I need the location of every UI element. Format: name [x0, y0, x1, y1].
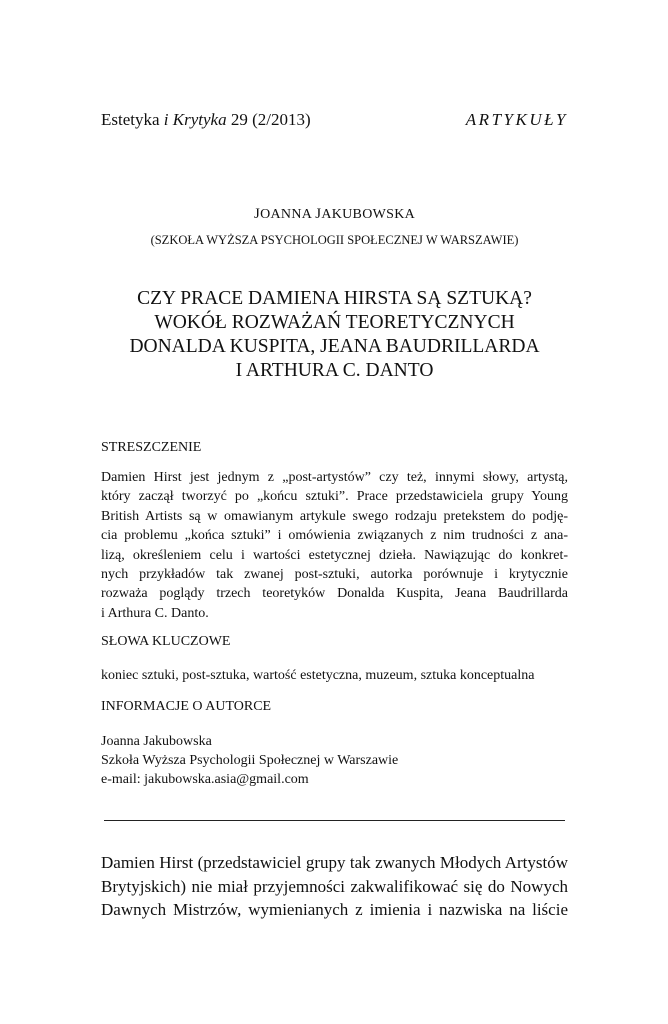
journal-name-italic-i: i: [163, 110, 169, 129]
author-first-initial: J: [253, 206, 261, 222]
article-title: [101, 287, 568, 383]
journal-name-part: Estetyka: [101, 110, 164, 129]
author-last-rest: AKUBOWSKA: [321, 207, 416, 222]
title-line: WOKÓŁ ROZWAŻAŃ TEORETYCZNYCH: [154, 312, 515, 333]
author-name: [101, 206, 568, 223]
journal-citation: [101, 110, 311, 130]
abstract-heading: STRESZCZENIE: [101, 440, 202, 455]
abstract-line: lizą, określeniem celu i wartości estetycznej dzieła. Nawiązując do konkret-: [101, 547, 568, 563]
author-info-email: e-mail: jakubowska.asia@gmail.com: [101, 772, 309, 787]
author-first-rest: OANNA: [260, 207, 312, 222]
abstract-body: [101, 468, 568, 623]
author-info-name: Joanna Jakubowska: [101, 734, 212, 749]
body-line: Dawnych Mistrzów, wymienianych z imienia i nazwiska na liście: [101, 900, 568, 919]
section-divider: [104, 820, 565, 821]
abstract-line: i Arthura C. Danto.: [101, 605, 209, 621]
author-info-institution: Szkoła Wyższa Psychologii Społecznej w Warszawie: [101, 753, 399, 768]
title-line: DONALDA KUSPITA, JEANA BAUDRILLARDA: [129, 336, 540, 357]
journal-issue: 29 (2/2013): [226, 110, 311, 129]
running-header: [101, 110, 568, 130]
keywords-heading: SŁOWA KLUCZOWE: [101, 634, 231, 649]
author-info-heading: INFORMACJE O AUTORCE: [101, 699, 272, 714]
abstract-line: Damien Hirst jest jednym z „post-artystów” czy też, innymi słowy, artystą,: [101, 470, 568, 485]
section-label: ARTYKUŁY: [465, 110, 568, 129]
author-affiliation: (SZKOŁA WYŻSZA PSYCHOLOGII SPOŁECZNEJ W WARSZAWIE): [150, 233, 519, 247]
abstract-line: rozważa poglądy trzech teoretyków Donalda Kuspita, Jeana Baudrillarda: [101, 586, 568, 602]
body-line: Brytyjskich) nie miał przyjemności zakwalifikować się do Nowych: [101, 876, 568, 896]
body-line: Damien Hirst (przedstawiciel grupy tak zwanych Młodych Artystów: [101, 853, 568, 872]
abstract-line: British Artists są w omawianym artykule swego rodzaju pretekstem do podję-: [101, 508, 568, 524]
abstract-line: nych przykładów tak zwanej post-sztuki, autorka porównuje i krytycznie: [101, 567, 568, 583]
journal-name-italic: Krytyka: [168, 110, 227, 129]
author-last-initial: J: [315, 206, 322, 222]
keywords-text: koniec sztuki, post-sztuka, wartość estetyczna, muzeum, sztuka konceptualna: [101, 668, 535, 683]
body-paragraph: [101, 851, 568, 922]
title-line: CZY PRACE DAMIENA HIRSTA SĄ SZTUKĄ?: [137, 288, 532, 309]
abstract-line: cia problemu „końca sztuki” i omówienia związanych z nim trudności z ana-: [101, 528, 568, 544]
abstract-line: który zaczął tworzyć po „końcu sztuki”. Prace przedstawiciela grupy Young: [101, 489, 568, 505]
title-line: I ARTHURA C. DANTO: [235, 360, 434, 381]
